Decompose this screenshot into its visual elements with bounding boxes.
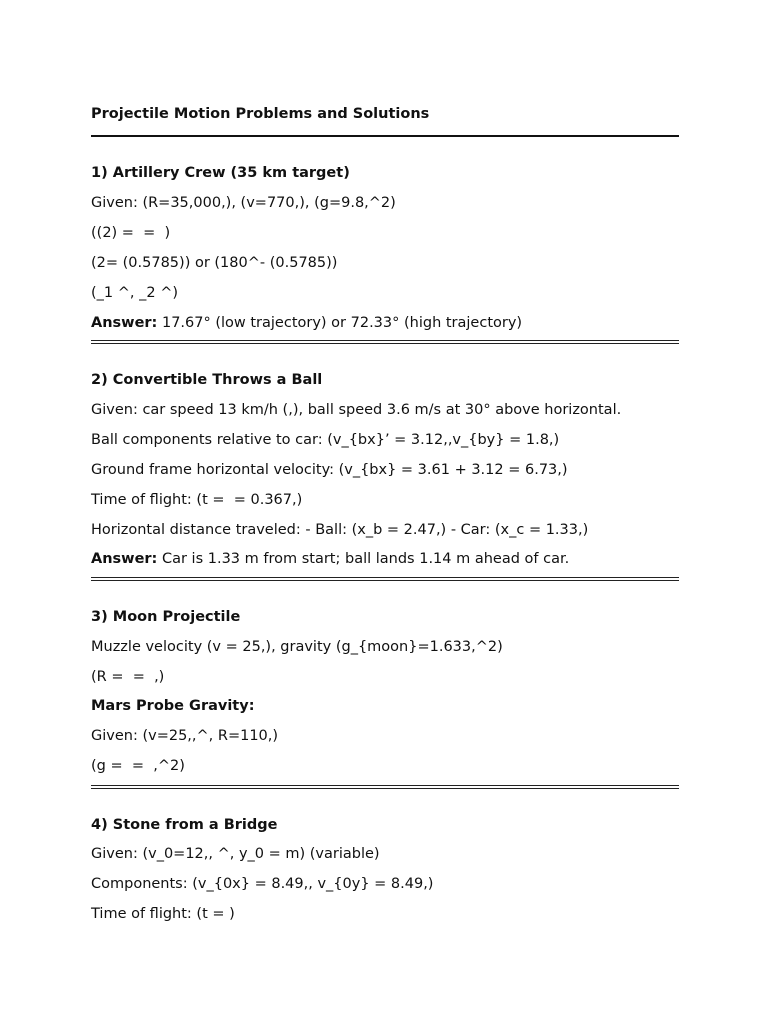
text-line: (2= (0.5785)) or (180^- (0.5785)) xyxy=(91,255,338,271)
text-line: Horizontal distance traveled: - Ball: (x_b = 2.47,) - Car: (x_c = 1.33,) xyxy=(91,522,589,538)
text-line: Time of flight: (t = = 0.367,) xyxy=(91,492,303,508)
answer-text: Car is 1.33 m from start; ball lands 1.14 m ahead of car. xyxy=(157,551,570,567)
section-moon-projectile xyxy=(91,581,679,785)
text-line: Given: car speed 13 km/h (,), ball speed 3.6 m/s at 30° above horizontal. xyxy=(91,402,622,418)
text-line: Muzzle velocity (v = 25,), gravity (g_{moon}=1.633,^2) xyxy=(91,639,503,655)
text-line: ((2) = = ) xyxy=(91,225,171,241)
answer-label: Answer: xyxy=(91,315,158,331)
section-heading: 4) Stone from a Bridge xyxy=(91,817,278,833)
text-line: Ground frame horizontal velocity: (v_{bx} = 3.61 + 3.12 = 6.73,) xyxy=(91,462,568,478)
text-line: Components: (v_{0x} = 8.49,, v_{0y} = 8.49,) xyxy=(91,876,434,892)
text-line: Given: (R=35,000,), (v=770,), (g=9.8,^2) xyxy=(91,195,396,211)
document-content xyxy=(91,104,679,924)
section-artillery-crew xyxy=(91,137,679,340)
section-stone-bridge xyxy=(91,789,679,924)
text-line: (R = = ,) xyxy=(91,669,165,685)
section-heading: 1) Artillery Crew (35 km target) xyxy=(91,165,350,181)
answer-line xyxy=(91,313,679,333)
document-title: Projectile Motion Problems and Solutions xyxy=(91,104,679,137)
answer-line xyxy=(91,549,679,569)
text-line: Given: (v=25,,^, R=110,) xyxy=(91,728,279,744)
text-line: Time of flight: (t = ) xyxy=(91,906,235,922)
answer-label: Answer: xyxy=(91,551,158,567)
section-heading: 2) Convertible Throws a Ball xyxy=(91,372,323,388)
section-convertible-ball xyxy=(91,344,679,577)
text-line: Ball components relative to car: (v_{bx}’ = 3.12,,v_{by} = 1.8,) xyxy=(91,432,560,448)
answer-text: 17.67° (low trajectory) or 72.33° (high trajectory) xyxy=(157,315,523,331)
text-line: (g = = ,^2) xyxy=(91,758,185,774)
subheading: Mars Probe Gravity: xyxy=(91,698,255,714)
section-heading: 3) Moon Projectile xyxy=(91,609,241,625)
text-line: (_1 ^, _2 ^) xyxy=(91,285,178,301)
text-line: Given: (v_0=12,, ^, y_0 = m) (variable) xyxy=(91,846,380,862)
